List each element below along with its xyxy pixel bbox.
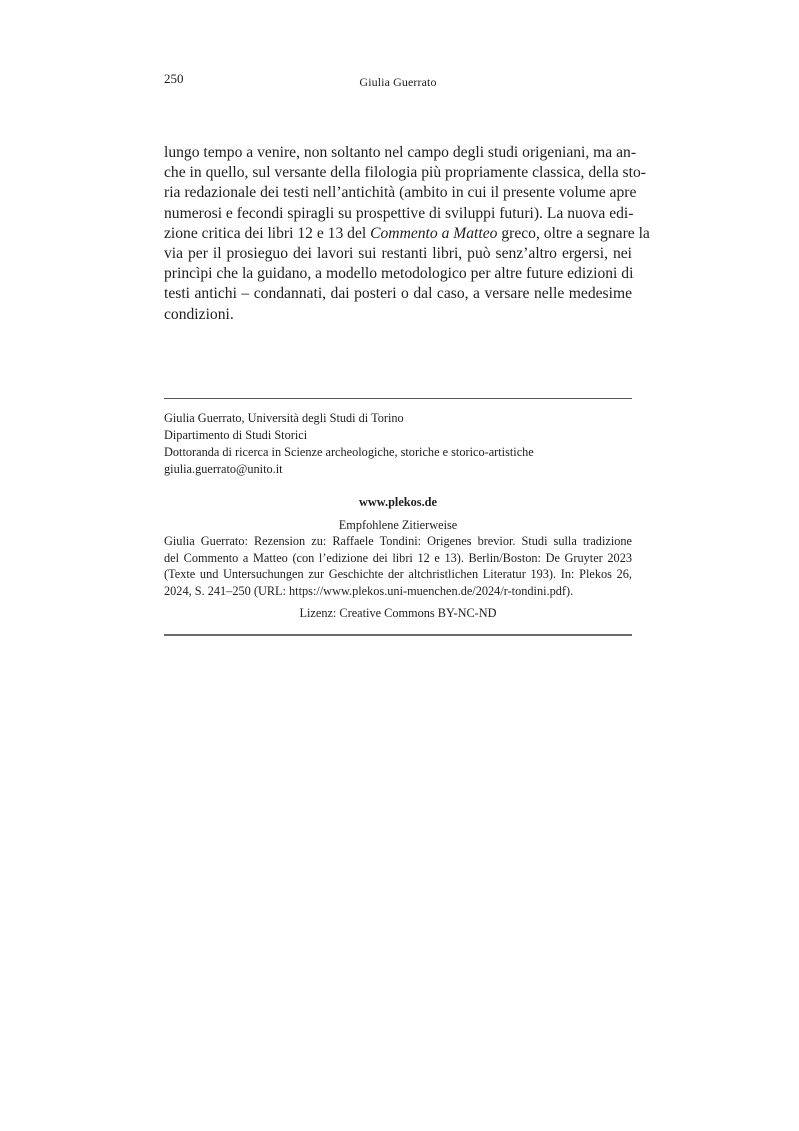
body-line: lungo tempo a venire, non soltanto nel campo degli studi origeniani, ma an- [164, 144, 637, 161]
page-number: 250 [164, 71, 184, 86]
citation-line: (Texte und Untersuchungen zur Geschichte der altchristlichen Literatur 193). In: Plekos 26, [164, 567, 632, 581]
author-affiliation [164, 410, 632, 478]
license-text: Lizenz: Creative Commons BY-NC-ND [299, 606, 497, 620]
author-name-university: Giulia Guerrato, Università degli Studi di Torino [164, 411, 404, 425]
site-link[interactable]: www.plekos.de [359, 495, 437, 509]
body-line: via per il prosieguo dei lavori sui restanti libri, può senz’altro ergersi, nei [164, 245, 632, 263]
body-line: condizioni. [164, 305, 234, 323]
body-paragraph [164, 143, 650, 325]
body-line [164, 224, 650, 244]
body-line: princìpi che la guidano, a modello metodologico per altre future edizioni di [164, 265, 634, 283]
running-head: Giulia Guerrato [359, 75, 437, 89]
author-email[interactable]: giulia.guerrato@unito.it [164, 462, 283, 476]
author-position: Dottoranda di ricerca in Scienze archeologiche, storiche e storico-artistiche [164, 445, 534, 459]
citation-heading: Empfohlene Zitierweise [338, 517, 458, 532]
citation-line: Giulia Guerrato: Rezension zu: Raffaele Tondini: Origenes brevior. Studi sulla tradizione [164, 534, 632, 548]
body-text [164, 143, 650, 325]
author-department: Dipartimento di Studi Storici [164, 428, 308, 442]
citation-line: del Commento a Matteo (con l’edizione dei libri 12 e 13). Berlin/Boston: De Gruyter 2023 [164, 550, 632, 565]
citation-block [164, 494, 632, 622]
top-divider [164, 398, 632, 399]
body-line: testi antichi – condannati, dai posteri o dal caso, a versare nelle medesime [164, 285, 632, 303]
bottom-divider [164, 634, 632, 636]
body-line-text: greco, oltre a segnare la [497, 224, 650, 242]
body-line: ria redazionale dei testi nell’antichità (ambito in cui il presente volume apre [164, 184, 637, 202]
book-title-italic: Commento a Matteo [370, 224, 498, 242]
body-line-text: zione critica dei libri 12 e 13 del [164, 224, 371, 242]
body-line: che in quello, sul versante della filologia più propriamente classica, della sto- [164, 164, 646, 182]
citation-line: 2024, S. 241–250 (URL: https://www.plekos.uni-muenchen.de/2024/r-tondini.pdf). [164, 583, 574, 598]
body-line: numerosi e fecondi spiragli su prospettive di sviluppi futuri). La nuova edi- [164, 204, 634, 222]
citation-text [164, 533, 632, 599]
